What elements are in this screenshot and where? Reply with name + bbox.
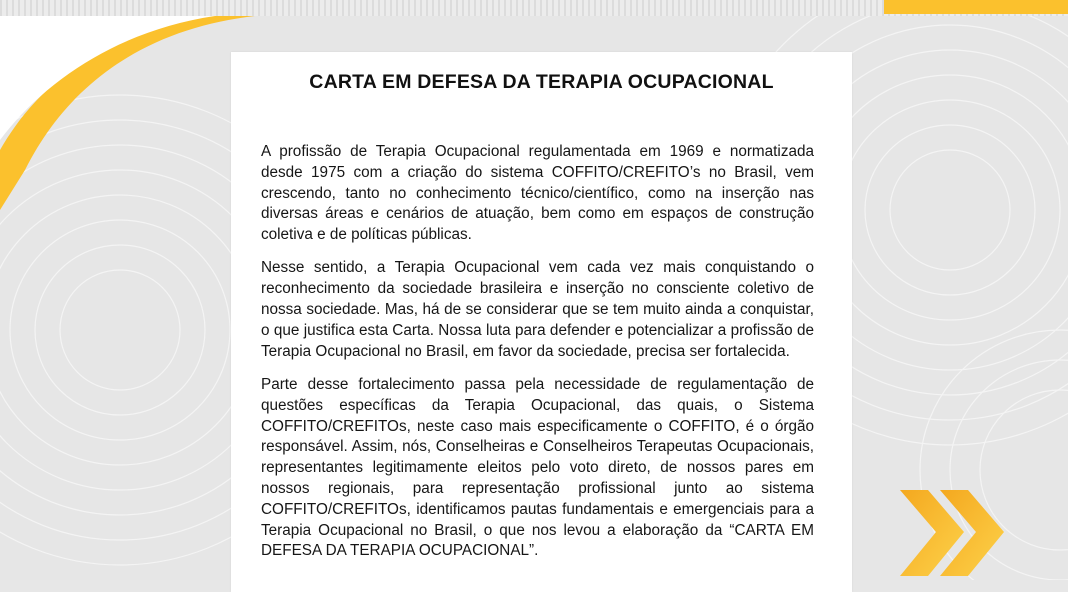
yellow-accent-bar <box>884 0 1068 14</box>
paragraph-1: A profissão de Terapia Ocupacional regulamentada em 1969 e normatizada desde 1975 com a criação do sistema COFFITO/CREFITO’s no Brasil, vem crescendo, tanto no conhecimento técnico/científico, como na inserção nas diversas áreas e cenários de atuação, bem como em espaços de construção coletiva e de políticas públicas. <box>261 143 814 244</box>
document-body <box>261 142 814 575</box>
document-title: CARTA EM DEFESA DA TERAPIA OCUPACIONAL <box>309 71 774 93</box>
paragraph-3: Parte desse fortalecimento passa pela necessidade de regulamentação de questões específicas da Terapia Ocupacional, das quais, o Sistema COFFITO/CREFITOs, neste caso mais especificamente o COFFITO, é o órgão responsável. Assim, nós, Conselheiras e Conselheiros Terapeutas Ocupacionais, representantes legitimamente eleitos pelo voto direto, de nossos pares em nossos regionais, para representação profissional junto ao sistema COFFITO/CREFITOs, identificamos pautas fundamentais e emergenciais para a Terapia Ocupacional no Brasil, o que nos levou a elaboração da “CARTA EM DEFESA DA TERAPIA OCUPACIONAL”. <box>261 375 814 560</box>
paragraph-2: Nesse sentido, a Terapia Ocupacional vem cada vez mais conquistando o reconhecimento da sociedade brasileira e inserção no consciente coletivo de nossa sociedade. Mas, há de se considerar que se tem muito ainda a conquistar, o que justifica esta Carta. Nossa luta para defender e potencializar a profissão de Terapia Ocupacional no Brasil, em favor da sociedade, precisa ser fortalecida. <box>261 259 814 360</box>
double-chevron-right-icon <box>898 488 1008 580</box>
document-page <box>231 52 852 592</box>
